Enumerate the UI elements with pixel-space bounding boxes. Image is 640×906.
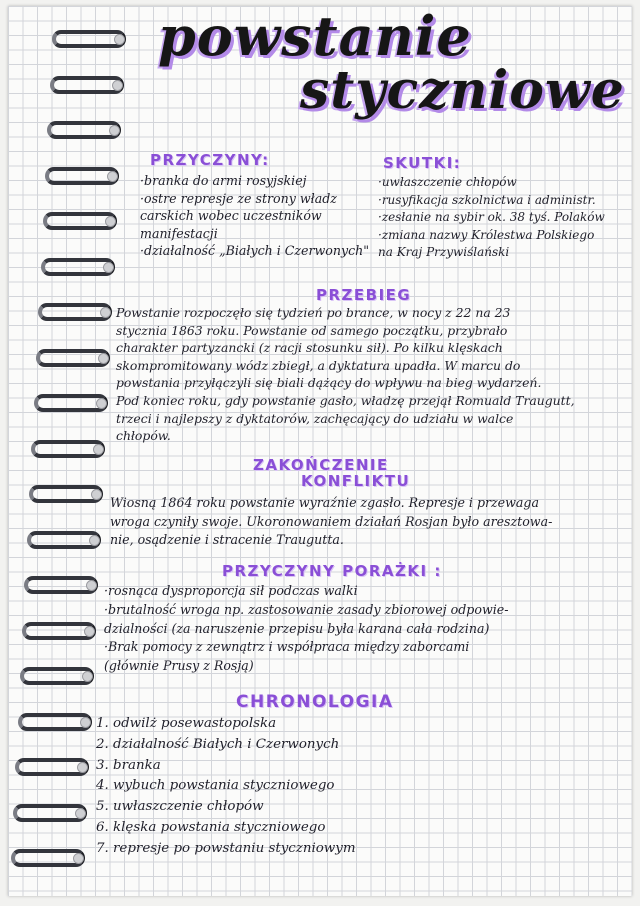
zakonczenie-heading-1: ZAKOŃCZENIE: [253, 456, 389, 474]
przebieg-line: charakter partyzancki (z racji stosunku sił). Po kilku klęskach: [116, 340, 503, 356]
przebieg-line: skompromitowany wódz zbiegł, a dyktatura upadła. W marcu do: [116, 357, 521, 373]
skutki-line: ·zmiana nazwy Królestwa Polskiego: [378, 227, 595, 242]
przyczyny-list: [140, 172, 369, 260]
binding-hole: [105, 216, 116, 227]
przebieg-line: stycznia 1863 roku. Powstanie od samego początku, przybrało: [116, 322, 508, 338]
skutki-line: ·rusyfikacja szkolnictwa i administr.: [378, 192, 596, 207]
przyczyny-line: ·działalność „Białych i Czerwonych": [140, 243, 370, 258]
przebieg-line: chłopów.: [116, 428, 171, 444]
title-line-2: styczniowe: [300, 60, 625, 121]
przebieg-heading: PRZEBIEG: [316, 286, 412, 304]
chronologia-item: 3. branka: [96, 757, 161, 773]
przyczyny-porazki-line: ·brutalność wroga np. zastosowanie zasady zbiorowej odpowie-: [104, 601, 509, 617]
przyczyny-porazki-list: [104, 582, 508, 676]
skutki-heading: SKUTKI:: [383, 154, 462, 172]
binding-hole: [73, 853, 84, 864]
binding-hole: [114, 34, 125, 45]
skutki-list: [378, 174, 605, 262]
binding-hole: [80, 717, 91, 728]
binding-hole: [93, 444, 104, 455]
zakonczenie-line: Wiosną 1864 roku powstanie wyraźnie zgasło. Represje i przewaga: [110, 495, 539, 510]
przebieg-line: Pod koniec roku, gdy powstanie gasło, władzę przejął Romuald Traugutt,: [116, 392, 575, 408]
binding-hole: [112, 80, 123, 91]
binding-hole: [96, 398, 107, 409]
przyczyny-line: ·ostre represje ze strony władz: [140, 190, 337, 206]
binding-hole: [84, 626, 95, 637]
chronologia-item: 7. represje po powstaniu styczniowym: [96, 840, 356, 856]
przyczyny-porazki-line: ·Brak pomocy z zewnątrz i współpraca między zaborcami: [104, 639, 470, 655]
przyczyny-porazki-heading: PRZYCZYNY PORAŻKI :: [222, 562, 442, 580]
binding-hole: [75, 808, 86, 819]
przyczyny-line: ·branka do armi rosyjskiej: [140, 173, 307, 188]
binding-hole: [103, 262, 114, 273]
zakonczenie-line: wroga czyniły swoje. Ukoronowaniem działań Rosjan było aresztowa-: [110, 513, 553, 529]
przyczyny-porazki-line: (głównie Prusy z Rosją): [104, 658, 254, 674]
przebieg-paragraph: [116, 304, 575, 445]
binding-hole: [98, 353, 109, 364]
przebieg-line: Powstanie rozpoczęło się tydzień po brance, w nocy z 22 na 23: [116, 305, 511, 320]
przyczyny-line: manifestacji: [140, 225, 218, 241]
chronologia-item: 5. uwłaszczenie chłopów: [96, 799, 264, 815]
spiral-binding: [0, 0, 110, 906]
chronologia-item: 6. klęska powstania styczniowego: [96, 819, 326, 835]
binding-hole: [89, 535, 100, 546]
skutki-line: ·uwłaszczenie chłopów: [378, 175, 517, 189]
przebieg-line: powstania przyłączyli się biali dążący do wpływu na bieg wydarzeń.: [116, 375, 542, 391]
page-title: [150, 4, 625, 138]
chronologia-item: 2. działalność Białych i Czerwonych: [96, 736, 340, 752]
przebieg-line: trzeci i najlepszy z dyktatorów, zachęcający do udziału w walce: [116, 410, 514, 426]
chronologia-item: 4. wybuch powstania styczniowego: [96, 778, 335, 794]
skutki-line: na Kraj Przywiślański: [378, 245, 510, 259]
binding-hole: [91, 489, 102, 500]
binding-hole: [107, 171, 118, 182]
przyczyny-heading: PRZYCZYNY:: [150, 151, 270, 169]
chronologia-heading: CHRONOLOGIA: [236, 692, 394, 712]
przyczyny-porazki-line: ·rosnąca dysproporcja sił podczas walki: [104, 583, 358, 598]
chronologia-list: [96, 714, 356, 860]
chronologia-item: 1. odwilż posewastopolska: [96, 716, 277, 731]
zakonczenie-paragraph: [110, 494, 552, 550]
binding-hole: [82, 671, 93, 682]
title-line-1: powstanie: [158, 4, 472, 68]
zakonczenie-heading-2: KONFLIKTU: [301, 472, 411, 490]
zakonczenie-line: nie, osądzenie i stracenie Traugutta.: [110, 532, 344, 547]
przyczyny-porazki-line: dzialności (za naruszenie przepisu była karana cała rodzina): [104, 620, 490, 636]
przyczyny-line: carskich wobec uczestników: [140, 208, 322, 223]
skutki-line: ·zesłanie na sybir ok. 38 tyś. Polaków: [378, 210, 605, 224]
